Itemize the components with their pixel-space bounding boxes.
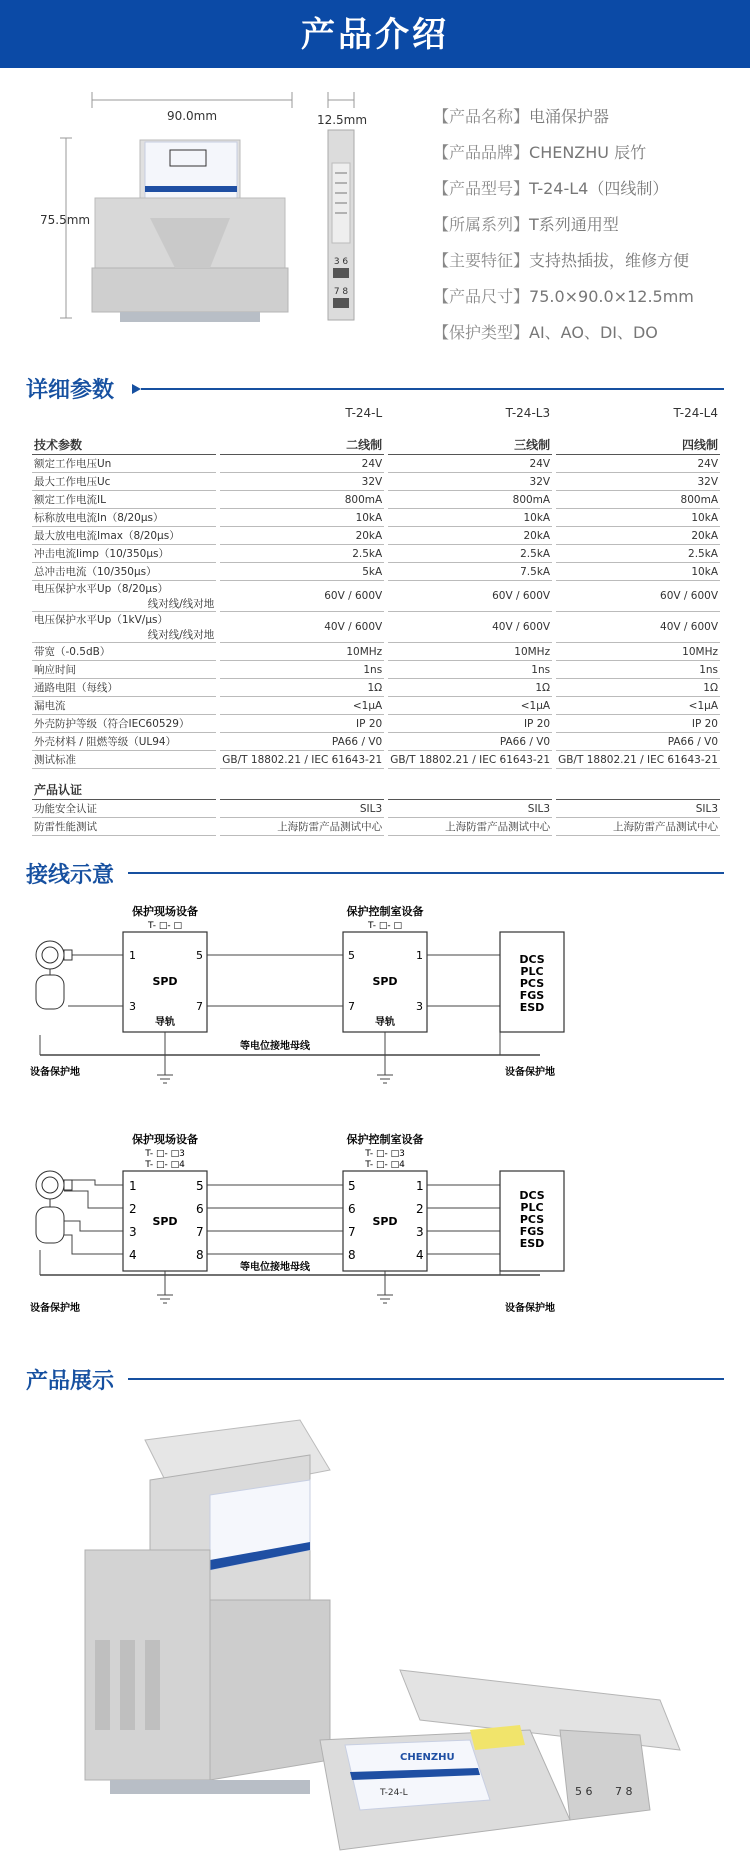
model-label: T- □- □3: [145, 1149, 185, 1159]
system-label: PCS: [519, 1213, 545, 1226]
param-row: [32, 612, 720, 643]
param-value: GB/T 18802.21 / IEC 61643-21: [556, 751, 720, 769]
param-label: 最大工作电压Uc: [34, 476, 111, 488]
param-value: 40V / 600V: [220, 612, 384, 643]
param-value: GB/T 18802.21 / IEC 61643-21: [220, 751, 384, 769]
param-value: 24V: [220, 455, 384, 473]
pin-label: 3: [129, 1225, 137, 1239]
pin-label: 2: [129, 1202, 137, 1216]
dimension-drawing: [0, 68, 420, 328]
spd-label: SPD: [152, 1215, 178, 1228]
cert-header-row: 产品认证: [32, 779, 720, 800]
spec-row: 【产品名称】电涌保护器: [433, 107, 610, 126]
param-row: [32, 455, 720, 473]
param-value: 2.5kA: [220, 545, 384, 563]
param-value: 1ns: [388, 661, 552, 679]
param-label: 总冲击电流（10/350μs）: [34, 566, 157, 578]
spd-label: SPD: [372, 975, 398, 988]
param-label: 最大放电电流Imax（8/20μs）: [34, 530, 180, 542]
param-row: [32, 661, 720, 679]
param-value: IP 20: [388, 715, 552, 733]
pin-label: 7: [348, 1225, 356, 1239]
system-label: PLC: [520, 1201, 544, 1214]
ground-symbol: [157, 1075, 393, 1083]
param-sublabel: 线对线/线对地: [147, 629, 215, 641]
param-label: 电压保护水平Up（1kV/μs）: [34, 614, 168, 626]
system-label: DCS: [519, 1189, 545, 1202]
model-label: T- □- □3: [365, 1149, 405, 1159]
page-title: 产品介绍: [301, 15, 449, 55]
param-value: 32V: [556, 473, 720, 491]
model-name: T-24-L3: [505, 406, 551, 420]
param-value: 1Ω: [388, 679, 552, 697]
param-label: 冲击电流Iimp（10/350μs）: [34, 548, 169, 560]
dim-height: 75.5mm: [40, 213, 91, 227]
param-value: 60V / 600V: [388, 581, 552, 612]
param-row: [32, 715, 720, 733]
section-title-params: 详细参数: [26, 378, 115, 403]
cert-value: SIL3: [388, 800, 552, 818]
param-row: [32, 679, 720, 697]
pin-label: 3: [416, 1225, 424, 1239]
param-value: 20kA: [556, 527, 720, 545]
pin-label: 5: [348, 1179, 356, 1193]
cert-value: 上海防雷产品测试中心: [388, 818, 552, 836]
param-value: 40V / 600V: [556, 612, 720, 643]
param-value: 60V / 600V: [556, 581, 720, 612]
pin-label: 5: [196, 1179, 204, 1193]
param-row: [32, 509, 720, 527]
param-label: 测试标准: [34, 754, 76, 766]
param-row: [32, 473, 720, 491]
device-side-image: [328, 130, 354, 320]
dim-width: 90.0mm: [166, 109, 218, 123]
param-value: PA66 / V0: [556, 733, 720, 751]
param-value: 32V: [220, 473, 384, 491]
param-value: <1μA: [556, 697, 720, 715]
bus-label: 等电位接地母线: [240, 1262, 310, 1273]
param-label: 标称放电电流In（8/20μs）: [34, 512, 164, 524]
ground-label: 设备保护地: [505, 1303, 555, 1314]
pin-label: 5: [196, 949, 203, 962]
product-brand: CHENZHU: [400, 1752, 455, 1763]
param-value: 20kA: [220, 527, 384, 545]
param-row: [32, 545, 720, 563]
param-value: 800mA: [556, 491, 720, 509]
param-value: 7.5kA: [388, 563, 552, 581]
param-value: <1μA: [388, 697, 552, 715]
spec-row: 【保护类型】AI、AO、DI、DO: [433, 323, 658, 342]
ground-label: 设备保护地: [30, 1303, 80, 1314]
param-value: 1ns: [220, 661, 384, 679]
pin-label: 7: [196, 1225, 204, 1239]
spec-row: 【产品尺寸】75.0×90.0×12.5mm: [433, 287, 694, 306]
cert-value: 上海防雷产品测试中心: [556, 818, 720, 836]
param-row: [32, 581, 720, 612]
param-value: 10kA: [388, 509, 552, 527]
device-front-image: [92, 140, 288, 322]
model-header-row: [32, 402, 720, 424]
param-row: [32, 751, 720, 769]
pin-label: 3: [416, 1000, 423, 1013]
param-label: 外壳材料 / 阻燃等级（UL94）: [34, 736, 177, 748]
section-title-display: 产品展示: [26, 1369, 115, 1394]
section-divider: [128, 1378, 724, 1380]
control-device-label: 保护控制室设备: [346, 1133, 424, 1146]
product-photo: [0, 1400, 750, 1856]
spec-row: 【所属系列】T系列通用型: [433, 215, 619, 234]
field-device-label: 保护现场设备: [132, 905, 198, 918]
pin-label: 2: [416, 1202, 424, 1216]
param-label: 响应时间: [34, 664, 76, 676]
cert-row: [32, 800, 720, 818]
spec-row: 【产品品牌】CHENZHU 辰竹: [433, 143, 647, 162]
param-row: [32, 733, 720, 751]
cert-value: 上海防雷产品测试中心: [220, 818, 384, 836]
section-title-wiring: 接线示意: [26, 863, 115, 888]
param-value: 1Ω: [556, 679, 720, 697]
system-label: PCS: [519, 977, 545, 990]
param-value: IP 20: [220, 715, 384, 733]
pin-label: 1: [416, 949, 423, 962]
param-value: PA66 / V0: [220, 733, 384, 751]
param-label: 外壳防护等级（符合IEC60529）: [34, 718, 190, 730]
model-name: T-24-L4: [673, 406, 718, 420]
param-row: [32, 643, 720, 661]
ground-symbol: [157, 1295, 393, 1303]
param-row: [32, 563, 720, 581]
cert-value: SIL3: [556, 800, 720, 818]
spec-row: 【主要特征】支持热插拔，维修方便: [433, 251, 690, 270]
terminal-label: 7 8: [615, 1785, 633, 1798]
param-label: 带宽（-0.5dB）: [34, 646, 111, 658]
param-value: 60V / 600V: [220, 581, 384, 612]
rail-label: 导轨: [375, 1017, 395, 1028]
param-value: 32V: [388, 473, 552, 491]
page-header: [0, 0, 750, 68]
param-value: PA66 / V0: [388, 733, 552, 751]
param-label: 额定工作电压Un: [34, 458, 112, 470]
param-value: 20kA: [388, 527, 552, 545]
section-arrow: [132, 384, 141, 394]
param-value: 2.5kA: [556, 545, 720, 563]
pin-label: 7: [196, 1000, 203, 1013]
param-row: [32, 527, 720, 545]
pin-label: 5: [348, 949, 355, 962]
param-value: 10kA: [556, 563, 720, 581]
pin-label: 6: [348, 1202, 356, 1216]
pin-label: 4: [416, 1248, 424, 1262]
spd-label: SPD: [372, 1215, 398, 1228]
param-value: 10MHz: [220, 643, 384, 661]
pin-label: 7: [348, 1000, 355, 1013]
pin-label: 8: [196, 1248, 204, 1262]
cert-label: 功能安全认证: [32, 800, 216, 818]
wiring-diagram: [0, 895, 750, 1325]
rail-label: 导轨: [155, 1017, 175, 1028]
param-value: 2.5kA: [388, 545, 552, 563]
dim-depth: 12.5mm: [316, 113, 368, 127]
system-label: FGS: [519, 989, 545, 1002]
bus-label: 等电位接地母线: [240, 1041, 310, 1052]
terminal-label: 5 6: [575, 1785, 593, 1798]
param-value: 1Ω: [220, 679, 384, 697]
system-label: ESD: [519, 1237, 545, 1250]
product-model-label: T-24-L: [380, 1788, 408, 1798]
param-row: [32, 491, 720, 509]
param-label: 通路电阻（每线）: [34, 682, 118, 694]
param-value: 24V: [388, 455, 552, 473]
param-value: 5kA: [220, 563, 384, 581]
system-label: ESD: [519, 1001, 545, 1014]
param-row: [32, 697, 720, 715]
model-name: T-24-L: [345, 406, 383, 420]
pin-label: 4: [129, 1248, 137, 1262]
model-label: T- □- □4: [145, 1160, 185, 1170]
svg-text:7 8: 7 8: [333, 287, 349, 297]
model-label: T- □- □: [148, 921, 182, 931]
pin-label: 1: [129, 949, 136, 962]
param-value: 1ns: [556, 661, 720, 679]
param-value: 10MHz: [556, 643, 720, 661]
single-module-image: [320, 1670, 680, 1850]
model-label: T- □- □4: [365, 1160, 405, 1170]
param-value: 10kA: [220, 509, 384, 527]
param-value: 10MHz: [388, 643, 552, 661]
param-label: 电压保护水平Up（8/20μs）: [34, 583, 169, 595]
cert-value: SIL3: [220, 800, 384, 818]
params-table: [28, 402, 724, 836]
ground-label: 设备保护地: [30, 1067, 80, 1078]
param-value: 24V: [556, 455, 720, 473]
transmitter-icon: [36, 941, 72, 1009]
param-value: IP 20: [556, 715, 720, 733]
system-label: FGS: [519, 1225, 545, 1238]
system-label: DCS: [519, 953, 545, 966]
ground-label: 设备保护地: [505, 1067, 555, 1078]
system-label: PLC: [520, 965, 544, 978]
param-value: GB/T 18802.21 / IEC 61643-21: [388, 751, 552, 769]
param-value: 40V / 600V: [388, 612, 552, 643]
model-label: T- □- □: [368, 921, 402, 931]
control-device-label: 保护控制室设备: [346, 905, 424, 918]
param-label: 额定工作电流IL: [34, 494, 106, 506]
cert-row: [32, 818, 720, 836]
pin-label: 1: [416, 1179, 424, 1193]
pin-label: 8: [348, 1248, 356, 1262]
param-sublabel: 线对线/线对地: [147, 598, 215, 610]
pin-label: 3: [129, 1000, 136, 1013]
section-divider: [128, 872, 724, 874]
param-value: 800mA: [388, 491, 552, 509]
param-value: 10kA: [556, 509, 720, 527]
transmitter-icon: [36, 1171, 72, 1243]
cert-label: 防雷性能测试: [32, 818, 216, 836]
param-label: 漏电流: [34, 700, 66, 712]
spec-row: 【产品型号】T-24-L4（四线制）: [433, 179, 669, 198]
stacked-modules-image: [85, 1420, 330, 1794]
pin-label: 6: [196, 1202, 204, 1216]
param-value: 800mA: [220, 491, 384, 509]
pin-label: 1: [129, 1179, 137, 1193]
spd-label: SPD: [152, 975, 178, 988]
param-value: <1μA: [220, 697, 384, 715]
section-divider: [141, 388, 724, 390]
tech-header-row: 技术参数 二线制 三线制 四线制: [32, 434, 720, 455]
field-device-label: 保护现场设备: [132, 1133, 198, 1146]
svg-text:3 6: 3 6: [333, 257, 349, 267]
